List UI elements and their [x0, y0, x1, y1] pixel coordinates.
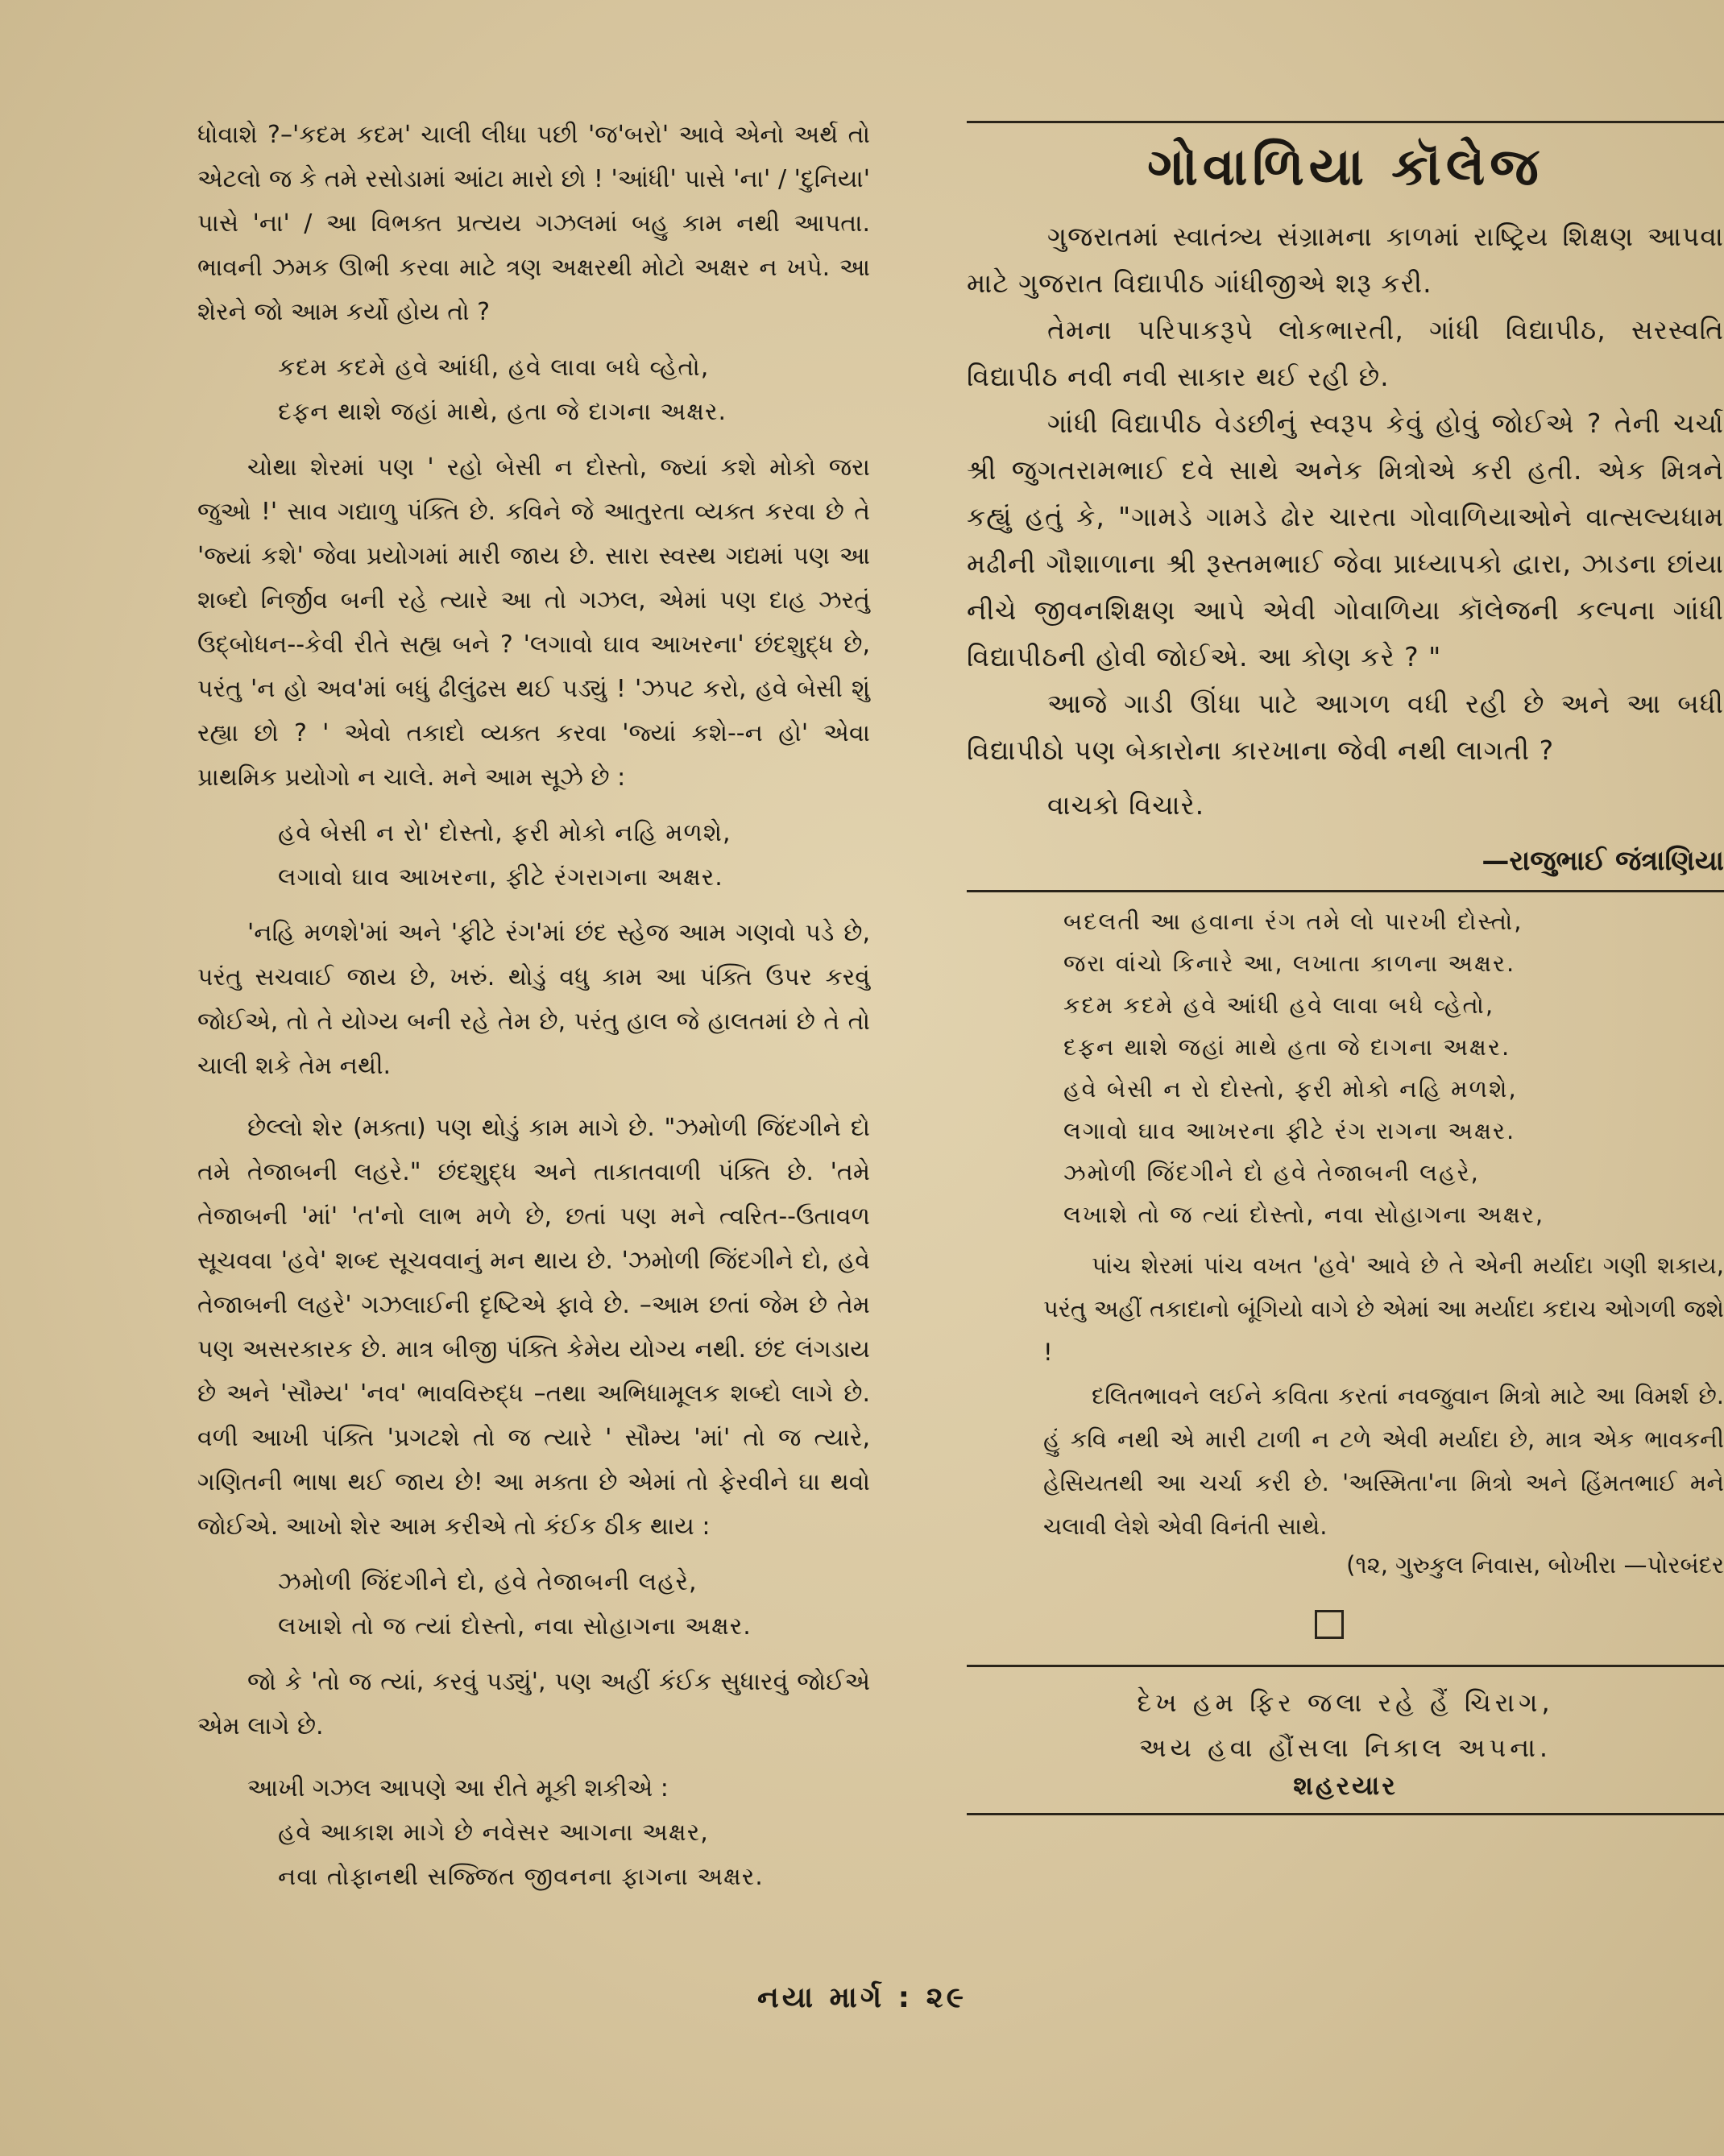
left-paragraph-3: 'નહિ મળશે'માં અને 'ફીટે રંગ'માં છંદ સ્હેજ આમ ગણવો પડે છે, પરંતુ સચવાઈ જાય છે, ખરું. થોડું વધુ કામ આ પંક્તિ ઉપર કરવું જોઈએ, તો તે યોગ્ય બની રહે તેમ છે, પરંતુ હાલ જે હાલતમાં છે તે તો ચાલી શકે તેમ નથી.	[197, 919, 870, 1080]
verse-line: જરા વાંચો કિનારે આ, લખાતા કાળના અક્ષર.	[1063, 950, 1516, 977]
left-paragraph-4: છેલ્લો શેર (મક્તા) પણ થોડું કામ માગે છે. "ઝમોળી જિંદગીને દો તમે તેજાબની લહરે." છંદશુદ્ધ અને તાકાતવાળી પંક્તિ છે. 'તમે તેજાબની 'માં' 'ત'નો લાભ મળે છે, છતાં પણ મને ત્વરિત--ઉતાવળ સૂચવવા 'હવે' શબ્દ સૂચવવાનું મન થાય છે. 'ઝમોળી જિંદગીને દો, હવે તેજાબની લહરે' ગઝલાઈની દૃષ્ટિએ ફાવે છે. –આમ છતાં જેમ છે તેમ પણ અસરકારક છે. માત્ર બીજી પંક્તિ કેમેય યોગ્ય નથી. છંદ લંગડાય છે અને 'સૌમ્ય' 'નવ' ભાવવિરુદ્ધ –તથા અભિધામૂલક શબ્દો લાગે છે. વળી આખી પંક્તિ 'પ્રગટશે તો જ ત્યારે ' સૌમ્ય 'માં' તો જ ત્યારે, ગણિતની ભાષા થઈ જાય છે! આ મક્તા છે એમાં તો ફેરવીને ઘા થવો જોઈએ. આખો શેર આમ કરીએ તો કંઈક ઠીક થાય :	[197, 1114, 870, 1541]
verse-line: ઝમોળી જિંદગીને દો, હવે તેજાબની લહરે,	[278, 1568, 698, 1596]
bottom-rule	[967, 1813, 1724, 1815]
article-title: ગોવાળિયા કૉલેજ	[1147, 138, 1544, 197]
end-box-icon	[1315, 1610, 1344, 1639]
verse-line: લખાશે તો જ ત્યાં દોસ્તો, નવા સોહાગના અક્ષર.	[278, 1612, 752, 1641]
verse-line: હવે આકાશ માગે છે નવેસર આગના અક્ષર,	[278, 1819, 709, 1847]
right-paragraph-6: પાંચ શેરમાં પાંચ વખત 'હવે' આવે છે તે એની મર્યાદા ગણી શકાય, પરંતુ અહીં તકાદાનો બૂંગિયો વાગે છે એમાં આ મર્યાદા કદાચ ઓગળી જશે !	[1043, 1252, 1724, 1366]
verse-line: કદમ કદમે હવે આંધી હવે લાવા બધે વ્હેતો,	[1063, 991, 1495, 1019]
quote-author: શહરયાર	[1293, 1770, 1398, 1801]
quote-line: દેખ હમ ફિર જલા રહે હૈં ચિરાગ,	[1137, 1687, 1554, 1718]
verse-line: કદમ કદમે હવે આંધી, હવે લાવા બધે વ્હેતો,	[278, 354, 710, 382]
right-paragraph-1: ગુજરાતમાં સ્વાતંત્ર્ય સંગ્રામના કાળમાં રાષ્ટ્રિય શિક્ષણ આપવા માટે ગુજરાત વિદ્યાપીઠ ગાંધીજીએ શરૂ કરી.	[967, 221, 1724, 299]
quote-rule	[967, 1665, 1724, 1667]
verse-line: નવા તોફાનથી સજ્જિત જીવનના ફાગના અક્ષર.	[278, 1863, 764, 1891]
right-column	[967, 121, 1724, 1815]
quote-block	[967, 1680, 1724, 1770]
verse-block-2	[197, 811, 870, 900]
left-paragraph-2: ચોથા શેરમાં પણ ' રહો બેસી ન દોસ્તો, જ્યાં કશે મોકો જરા જુઓ !' સાવ ગદ્યાળુ પંક્તિ છે. કવિને જે આતુરતા વ્યક્ત કરવા છે તે 'જ્યાં કશે' જેવા પ્રયોગમાં મારી જાય છે. સારા સ્વસ્થ ગદ્યમાં પણ આ શબ્દો નિર્જીવ બની રહે ત્યારે આ તો ગઝલ, એમાં પણ દાહ ઝરતું ઉદ્બોધન--કેવી રીતે સહ્ય બને ? 'લગાવો ઘાવ આખરના' છંદશુદ્ધ છે, પરંતુ 'ન હો અવ'માં બધું ઢીલુંઢસ થઈ પડ્યું ! 'ઝપટ કરો, હવે બેસી શું રહ્યા છો ? ' એવો તકાદો વ્યક્ત કરવા 'જ્યાં કશે--ન હો' એવા પ્રાથમિક પ્રયોગો ન ચાલે. મને આમ સૂઝે છે :	[197, 453, 870, 792]
verse-line: હવે બેસી ન રો દોસ્તો, ફરી મોકો નહિ મળશે,	[1063, 1075, 1518, 1103]
verse-line: ઝમોળી જિંદગીને દો હવે તેજાબની લહરે,	[1063, 1159, 1480, 1186]
right-verse-block	[967, 900, 1724, 1235]
verse-block-4	[197, 1810, 870, 1899]
section-rule	[967, 890, 1724, 892]
article-signature: —રાજુભાઈ જંત્રાણિયા	[1482, 845, 1724, 877]
right-paragraph-7: દલિતભાવને લઈને કવિતા કરતાં નવજુવાન મિત્રો માટે આ વિમર્શ છે. હું કવિ નથી એ મારી ટાળી ન ટળે એવી મર્યાદા છે, માત્ર એક ભાવકની હેસિયતથી આ ચર્ચા કરી છે. 'અસ્મિતા'ના મિત્રો અને હિંમતભાઈ મને ચલાવી લેશે એવી વિનંતી સાથે.	[1043, 1382, 1724, 1540]
verse-block-3	[197, 1560, 870, 1649]
author-address: (૧૨, ગુરુકુલ નિવાસ, બોખીરા —પોરબંદર	[1346, 1551, 1724, 1579]
verse-line: બદલતી આ હવાના રંગ તમે લો પારખી દોસ્તો,	[1063, 908, 1523, 935]
verse-line: દફન થાશે જહાં માથે, હતા જે દાગના અક્ષર.	[278, 398, 727, 426]
left-paragraph-6: આખી ગઝલ આપણે આ રીતે મૂકી શકીએ :	[247, 1774, 669, 1802]
right-paragraph-3: ગાંધી વિદ્યાપીઠ વેડછીનું સ્વરૂપ કેવું હોવું જોઈએ ? તેની ચર્ચા શ્રી જુગતરામભાઈ દવે સાથે અનેક મિત્રોએ કરી હતી. એક મિત્રને કહ્યું હતું કે, "ગામડે ગામડે ઢોર ચારતા ગોવાળિયાઓને વાત્સલ્યધામ મઢીની ગૌશાળાના શ્રી રૂસ્તમભાઈ જેવા પ્રાધ્યાપકો દ્વારા, ઝાડના છાંયા નીચે જીવનશિક્ષણ આપે એવી ગોવાળિયા કૉલેજની કલ્પના ગાંધી વિદ્યાપીઠની હોવી જોઈએ. આ કોણ કરે ? "	[967, 408, 1724, 672]
quote-line: અય હવા હૌંસલા નિકાલ અપના.	[1138, 1732, 1552, 1763]
left-column	[197, 113, 870, 1910]
right-paragraph-2: તેમના પરિપાકરૂપે લોકભારતી, ગાંધી વિદ્યાપીઠ, સરસ્વતિ વિદ્યાપીઠ નવી નવી સાકાર થઈ રહી છે.	[967, 314, 1724, 392]
verse-line: લગાવો ઘાવ આખરના, ફીટે રંગરાગના અક્ષર.	[278, 863, 723, 892]
right-paragraph-4: આજે ગાડી ઊંધા પાટે આગળ વધી રહી છે અને આ બધી વિદ્યાપીઠો પણ બેકારોના કારખાના જેવી નથી લાગતી ?	[967, 688, 1724, 766]
top-rule	[967, 121, 1724, 123]
left-paragraph-5: જો કે 'તો જ ત્યાં, કરવું પડ્યું', પણ અહીં કંઈક સુધારવું જોઈએ એમ લાગે છે.	[197, 1668, 870, 1740]
verse-block-1	[197, 346, 870, 434]
verse-line: દફન થાશે જહાં માથે હતા જે દાગના અક્ષર.	[1063, 1033, 1511, 1061]
verse-line: લગાવો ઘાવ આખરના ફીટે રંગ રાગના અક્ષર.	[1063, 1117, 1516, 1144]
verse-line: હવે બેસી ન રો' દોસ્તો, ફરી મોકો નહિ મળશે,	[278, 819, 731, 847]
page-footer: નયા માર્ગ : ૨૯	[756, 1981, 968, 2014]
verse-line: લખાશે તો જ ત્યાં દોસ્તો, નવા સોહાગના અક્ષર,	[1063, 1201, 1545, 1228]
left-paragraph-1: ધોવાશે ?–'કદમ કદમ' ચાલી લીધા પછી 'જ'બરો' આવે એનો અર્થ તો એટલો જ કે તમે રસોડામાં આંટા મારો છો ! 'આંધી' પાસે 'ના' / 'દુનિયા' પાસે 'ના' / આ વિભક્ત પ્રત્યય ગઝલમાં બહુ કામ નથી આપતા. ભાવની ઝમક ઊભી કરવા માટે ત્રણ અક્ષરથી મોટો અક્ષર ન ખપે. આ શેરને જો આમ કર્યો હોય તો ?	[197, 121, 870, 326]
right-paragraph-5: વાચકો વિચારે.	[1047, 789, 1205, 821]
